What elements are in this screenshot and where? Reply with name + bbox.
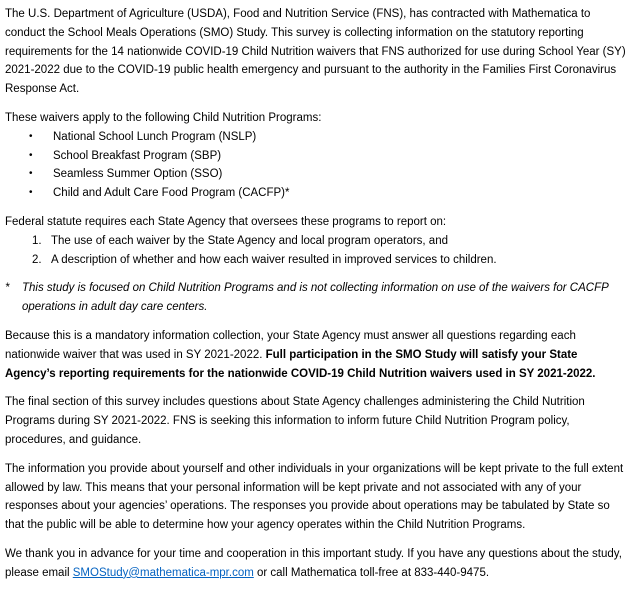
bullet-icon: • <box>29 149 33 161</box>
mandatory-text-bold: Full participation in the SMO Study will satisfy your State Agency’s reporting requirements for the nationwide COVID-19 Child Nutrition waivers used in SY 2021-2022. <box>5 348 596 380</box>
program-bullet-list <box>5 128 627 203</box>
statute-lead-paragraph: Federal statute requires each State Agency that oversees these programs to report on: <box>5 215 447 228</box>
program-item-label: National School Lunch Program (NSLP) <box>53 130 257 143</box>
closing-paragraph <box>5 545 627 583</box>
mandatory-paragraph <box>5 327 627 383</box>
program-item-label: School Breakfast Program (SBP) <box>53 149 222 162</box>
footnote-text: This study is focused on Child Nutrition Programs and is not collecting information on use of the waivers for CACFP operations in adult day care centers. <box>22 282 609 314</box>
intro-paragraph: The U.S. Department of Agriculture (USDA), Food and Nutrition Service (FNS), has contracted with Mathematica to conduct the School Meals Operations (SMO) Study. This survey is collecting information on the statutory reporting requirements for the 14 nationwide COVID-19 Child Nutrition waivers that FNS authorized for use during School Year (SY) 2021-2022 due to the COVID-19 public health emergency and pursuant to the authority in the Families First Coronavirus Response Act. <box>5 8 626 96</box>
footnote-marker: * <box>5 282 10 295</box>
requirements-numbered-list <box>5 232 627 270</box>
closing-text-after: or call Mathematica toll-free at 833-440-9475. <box>253 566 490 579</box>
requirement-item-label: A description of whether and how each waiver resulted in improved services to children. <box>51 253 497 266</box>
email-link[interactable]: SMOStudy@mathematica-mpr.com <box>72 566 254 579</box>
bullet-icon: • <box>29 130 33 142</box>
list-item <box>5 184 627 203</box>
final-section-paragraph: The final section of this survey includes questions about State Agency challenges administering the Child Nutrition Programs during SY 2021-2022. FNS is seeking this information to inform future Child Nutrition Program policy, procedures, and guidance. <box>5 396 585 446</box>
bullet-icon: • <box>29 187 33 199</box>
list-item <box>5 147 627 166</box>
program-item-label: Child and Adult Care Food Program (CACFP)* <box>53 187 290 200</box>
bullet-icon: • <box>29 168 33 180</box>
list-item <box>5 251 627 270</box>
mandatory-text-normal: Because this is a mandatory information collection, your State Agency must answer all questions regarding each nationwide waiver that was used in SY 2021-2022. <box>5 329 576 361</box>
requirement-item-label: The use of each waiver by the State Agency and local program operators, and <box>51 234 448 247</box>
list-number: 1. <box>32 234 42 247</box>
list-number: 2. <box>32 253 42 266</box>
cacfp-footnote <box>5 279 627 317</box>
list-item <box>5 165 627 184</box>
programs-lead-paragraph: These waivers apply to the following Child Nutrition Programs: <box>5 111 322 124</box>
program-item-label: Seamless Summer Option (SSO) <box>53 168 223 181</box>
survey-intro-document <box>5 5 627 583</box>
privacy-paragraph: The information you provide about yourself and other individuals in your organizations will be kept private to the full extent allowed by law. This means that your personal information will be kept private and not associated with any of your responses about your agencies’ operations. The responses you provide about operations may be tabulated by State so that the public will be able to determine how your agency operates within the Child Nutrition Programs. <box>5 462 624 532</box>
closing-text-before: We thank you in advance for your time and cooperation in this important study. If you have any questions about the study, please email <box>5 547 622 579</box>
list-item <box>5 232 627 251</box>
list-item <box>5 128 627 147</box>
